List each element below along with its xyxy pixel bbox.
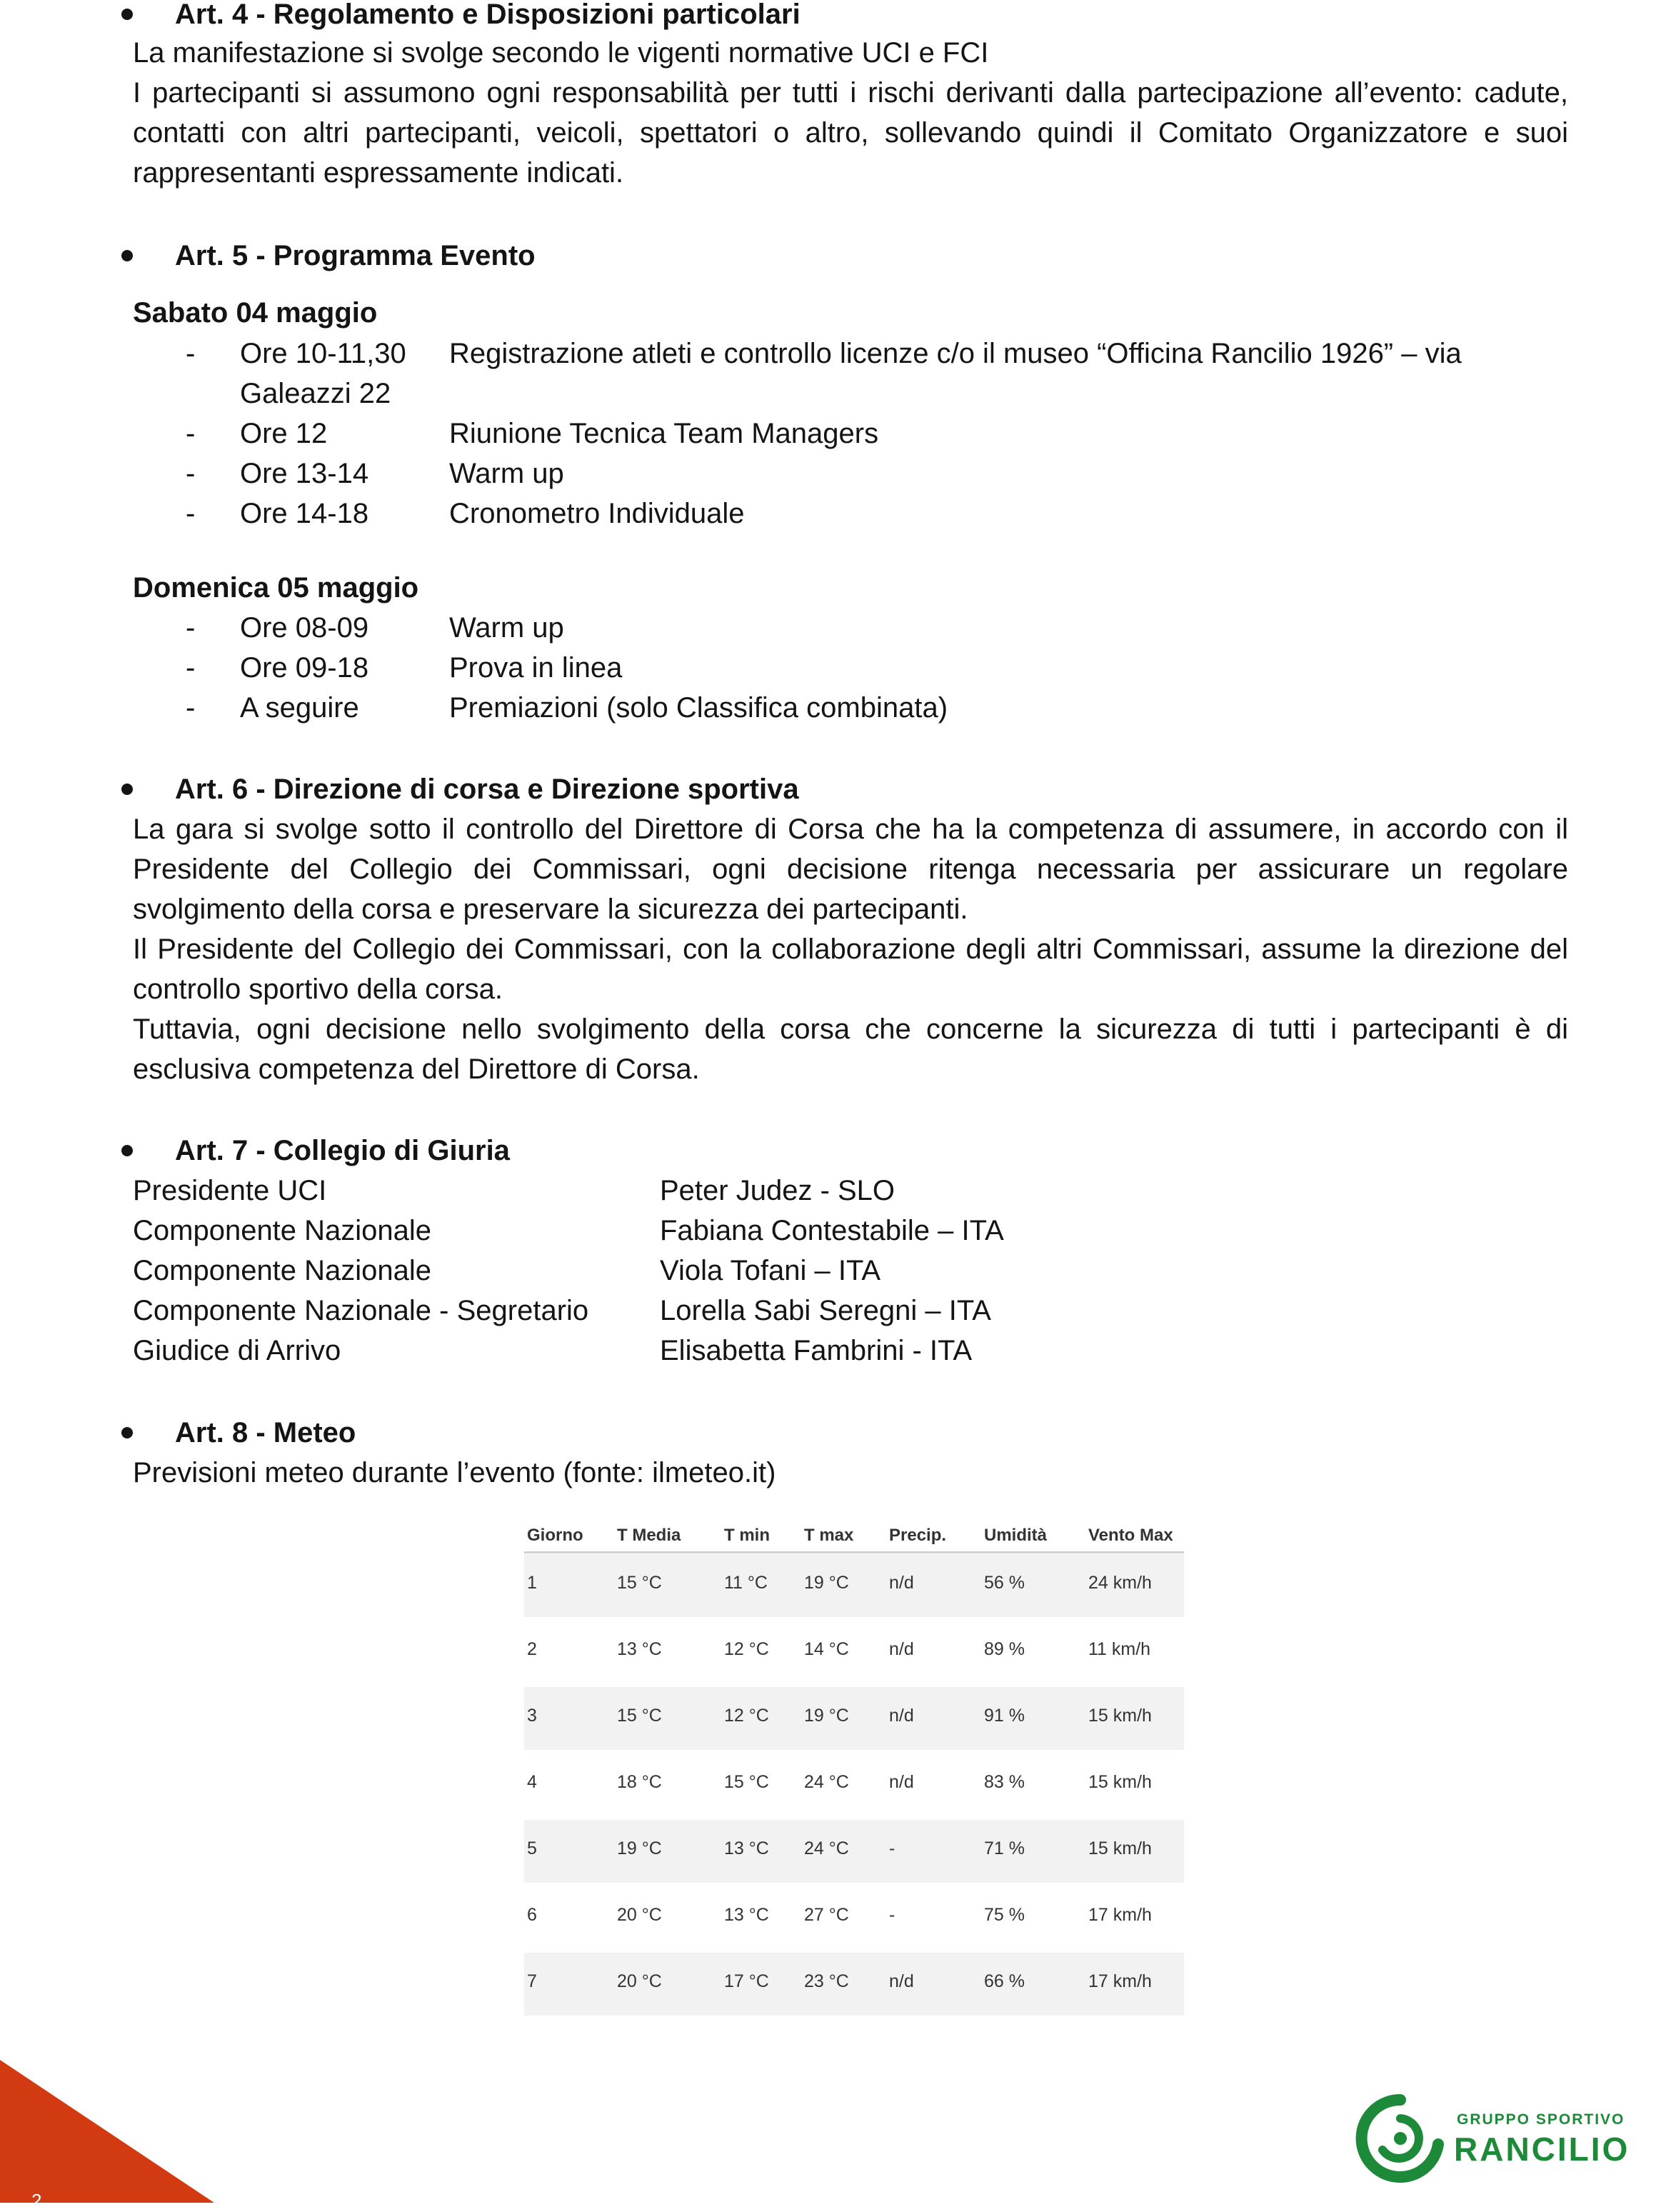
table-cell: 56 %: [984, 1573, 1025, 1593]
table-cell: 15 °C: [617, 1706, 662, 1726]
logo-title: RANCILIO: [1454, 2131, 1630, 2168]
jury-row: [0, 1171, 1661, 1211]
paragraph-text: La gara si svolge sotto il controllo del Direttore di Corsa che ha la competenza di assumere, in accordo con il Presidente del Collegio dei Commissari, ogni decisione ritenga necessaria per assicurare un regolare svolgimento della corsa e preservare la sicurezza dei partecipanti.: [133, 814, 1568, 925]
table-cell: 17 °C: [724, 1971, 769, 1991]
table-cell: 24 °C: [804, 1772, 849, 1792]
table-header-cell: Precip.: [889, 1526, 947, 1545]
table-cell: 20 °C: [617, 1971, 662, 1991]
program-time: Ore 13-14: [240, 458, 369, 489]
bullet-icon: [121, 250, 133, 261]
day-title-sunday: Domenica 05 maggio: [133, 572, 419, 604]
table-cell: 19 °C: [804, 1706, 849, 1726]
article-heading: Art. 6 - Direzione di corsa e Direzione sportiva: [175, 774, 799, 805]
table-header-cell: T min: [724, 1526, 770, 1545]
rancilio-logo: [1354, 2094, 1640, 2183]
table-cell: 2: [527, 1639, 537, 1659]
jury-name: Fabiana Contestabile – ITA: [660, 1215, 1004, 1246]
article-text: Previsioni meteo durante l’evento (fonte: ilmeteo.it): [133, 1457, 776, 1488]
paragraph-text: Il Presidente del Collegio dei Commissari, con la collaborazione degli altri Commissari, assume la direzione del controllo sportivo della corsa.: [133, 934, 1568, 1005]
program-time: Ore 12: [240, 418, 328, 449]
program-description: Prova in linea: [449, 652, 623, 684]
table-cell: 13 °C: [617, 1639, 662, 1659]
table-row: [524, 1621, 1184, 1683]
program-time: Ore 09-18: [240, 652, 369, 684]
table-cell: 13 °C: [724, 1905, 769, 1925]
table-cell: 18 °C: [617, 1772, 662, 1792]
table-cell: 15 km/h: [1088, 1838, 1152, 1858]
program-description: Cronometro Individuale: [449, 498, 745, 529]
table-cell: 71 %: [984, 1838, 1025, 1858]
program-description: Warm up: [449, 612, 564, 644]
table-cell: 24 km/h: [1088, 1573, 1152, 1593]
table-cell: 89 %: [984, 1639, 1025, 1659]
jury-role: Giudice di Arrivo: [133, 1335, 341, 1366]
article-heading: Art. 8 - Meteo: [175, 1417, 356, 1448]
table-cell: 15 °C: [617, 1573, 662, 1593]
table-header-cell: Giorno: [527, 1526, 583, 1545]
table-cell: 1: [527, 1573, 537, 1593]
table-cell: 15 km/h: [1088, 1772, 1152, 1792]
table-header-cell: Vento Max: [1088, 1526, 1173, 1545]
table-cell: 12 °C: [724, 1706, 769, 1726]
program-time: Ore 14-18: [240, 498, 369, 529]
table-cell: 19 °C: [617, 1838, 662, 1858]
jury-name: Peter Judez - SLO: [660, 1175, 895, 1206]
table-cell: -: [889, 1905, 895, 1925]
table-cell: 6: [527, 1905, 537, 1925]
table-header-cell: T Media: [617, 1526, 681, 1545]
program-row: [0, 494, 1661, 534]
table-cell: 75 %: [984, 1905, 1025, 1925]
table-cell: n/d: [889, 1772, 914, 1792]
table-cell: n/d: [889, 1639, 914, 1659]
program-row: [0, 414, 1661, 454]
table-cell: 66 %: [984, 1971, 1025, 1991]
table-cell: 23 °C: [804, 1971, 849, 1991]
list-dash: -: [186, 418, 196, 449]
table-cell: 17 km/h: [1088, 1971, 1152, 1991]
table-header-row: [524, 1526, 1184, 1554]
jury-row: [0, 1291, 1661, 1331]
list-dash: -: [186, 458, 196, 489]
bullet-icon: [121, 1145, 133, 1156]
table-cell: n/d: [889, 1573, 914, 1593]
table-cell: 24 °C: [804, 1838, 849, 1858]
program-row: [0, 608, 1661, 648]
program-time: Ore 08-09: [240, 612, 369, 644]
jury-role: Presidente UCI: [133, 1175, 327, 1206]
jury-row: [0, 1251, 1661, 1291]
jury-name: Elisabetta Fambrini - ITA: [660, 1335, 973, 1366]
bullet-icon: [121, 784, 133, 795]
page-number: 2: [31, 2190, 42, 2211]
article-text: La manifestazione si svolge secondo le vigenti normative UCI e FCI: [133, 37, 989, 69]
list-dash: -: [186, 612, 196, 644]
table-cell: 3: [527, 1706, 537, 1726]
table-row: [524, 1820, 1184, 1883]
jury-role: Componente Nazionale: [133, 1255, 432, 1286]
table-cell: 91 %: [984, 1706, 1025, 1726]
table-cell: n/d: [889, 1971, 914, 1991]
program-time: A seguire: [240, 692, 359, 724]
list-dash: -: [186, 498, 196, 529]
table-header-cell: Umidità: [984, 1526, 1048, 1545]
list-dash: -: [186, 692, 196, 724]
bullet-icon: [121, 9, 133, 20]
jury-row: [0, 1331, 1661, 1371]
table-cell: 27 °C: [804, 1905, 849, 1925]
table-cell: 7: [527, 1971, 537, 1991]
swirl-logo-icon: [1354, 2094, 1447, 2183]
table-cell: 15 °C: [724, 1772, 769, 1792]
table-header-divider: [524, 1551, 1184, 1553]
jury-name: Lorella Sabi Seregni – ITA: [660, 1295, 991, 1326]
table-cell: 14 °C: [804, 1639, 849, 1659]
table-cell: -: [889, 1838, 895, 1858]
jury-row: [0, 1211, 1661, 1251]
program-description-continuation: Galeazzi 22: [240, 378, 391, 409]
program-row-continuation: [0, 374, 1661, 414]
list-dash: -: [186, 338, 196, 369]
table-cell: 15 km/h: [1088, 1706, 1152, 1726]
logo-subtitle: GRUPPO SPORTIVO: [1457, 2111, 1625, 2128]
table-cell: 12 °C: [724, 1639, 769, 1659]
table-cell: 11 °C: [724, 1573, 768, 1593]
table-cell: 4: [527, 1772, 537, 1792]
table-cell: 11 km/h: [1088, 1639, 1151, 1659]
table-row: [524, 1554, 1184, 1617]
jury-role: Componente Nazionale - Segretario: [133, 1295, 589, 1326]
table-row: [524, 1953, 1184, 2016]
program-description: Registrazione atleti e controllo licenze c/o il museo “Officina Rancilio 1926” – via: [449, 338, 1462, 369]
program-description: Riunione Tecnica Team Managers: [449, 418, 879, 449]
program-row: [0, 334, 1661, 374]
list-dash: -: [186, 652, 196, 684]
day-title-saturday: Sabato 04 maggio: [133, 297, 378, 329]
table-row: [524, 1753, 1184, 1816]
article-heading: Art. 4 - Regolamento e Disposizioni particolari: [175, 0, 801, 30]
jury-name: Viola Tofani – ITA: [660, 1255, 881, 1286]
article-heading: Art. 7 - Collegio di Giuria: [175, 1135, 510, 1166]
table-header-cell: T max: [804, 1526, 854, 1545]
table-cell: 13 °C: [724, 1838, 769, 1858]
article-paragraph: [133, 809, 1568, 1089]
corner-triangle-decoration: [0, 2060, 214, 2203]
program-time: Ore 10-11,30: [240, 338, 406, 369]
table-cell: 19 °C: [804, 1573, 849, 1593]
paragraph-text: Tuttavia, ogni decisione nello svolgimento della corsa che concerne la sicurezza di tutti i partecipanti è di esclusiva competenza del Direttore di Corsa.: [133, 1014, 1568, 1085]
program-description: Premiazioni (solo Classifica combinata): [449, 692, 948, 724]
table-cell: 5: [527, 1838, 537, 1858]
table-row: [524, 1886, 1184, 1949]
table-cell: 20 °C: [617, 1905, 662, 1925]
bullet-icon: [121, 1427, 133, 1438]
jury-role: Componente Nazionale: [133, 1215, 432, 1246]
article-paragraph: I partecipanti si assumono ogni responsabilità per tutti i rischi derivanti dalla partecipazione all’evento: cadute, contatti con altri partecipanti, veicoli, spettatori o altro, sollevando quindi il Comitato Organizzatore e suoi rappresentanti espressamente indicati.: [133, 77, 1568, 189]
table-cell: n/d: [889, 1706, 914, 1726]
program-row: [0, 688, 1661, 728]
table-row: [524, 1687, 1184, 1750]
table-cell: 17 km/h: [1088, 1905, 1152, 1925]
program-description: Warm up: [449, 458, 564, 489]
table-cell: 83 %: [984, 1772, 1025, 1792]
program-row: [0, 454, 1661, 494]
article-heading: Art. 5 - Programma Evento: [175, 240, 536, 271]
program-row: [0, 648, 1661, 688]
